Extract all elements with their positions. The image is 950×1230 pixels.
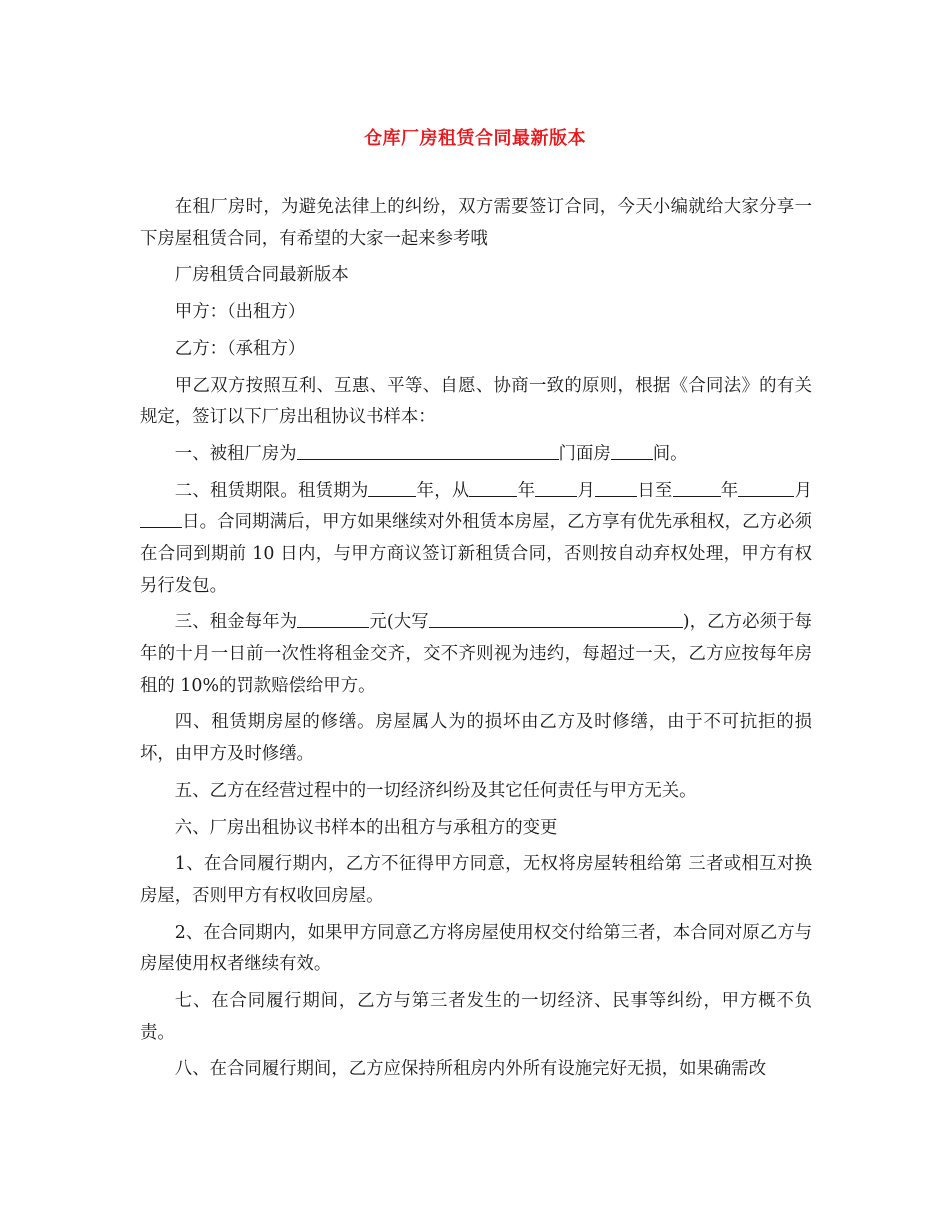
clause-2-text-c: 年 — [517, 480, 536, 501]
blank-field — [595, 478, 637, 496]
blank-field — [140, 510, 182, 528]
clause-2-text-a: 二、租赁期限。租赁期为 — [174, 480, 369, 501]
blank-field — [469, 478, 517, 496]
clause-8: 八、在合同履行期间，乙方应保持所租房内外所有设施完好无损，如果确需改 — [174, 1059, 767, 1080]
clause-2-text-d: 月 — [577, 480, 596, 501]
blank-field — [297, 610, 369, 628]
clause-2-text-f: 年 — [720, 480, 739, 501]
party-a-line: 甲方：（出租方） — [174, 302, 306, 323]
blank-field — [673, 478, 721, 496]
clause-7: 七、在合同履行期间，乙方与第三者发生的一切经济、民事等纠纷，甲方概不负责。 — [140, 991, 812, 1043]
clause-1 — [140, 439, 812, 471]
principle-paragraph: 甲乙双方按照互利、互惠、平等、自愿、协商一致的原则，根据《合同法》的有关规定，签订以下厂房出租协议书样本： — [140, 375, 812, 428]
clause-1-text-c: 间。 — [652, 444, 688, 465]
clause-2-text-g: 月 — [794, 480, 812, 501]
clause-4: 四、租赁期房屋的修缮。房屋属人为的损坏由乙方及时修缮，由于不可抗拒的损坏，由甲方及时修缮。 — [140, 712, 812, 764]
blank-field — [611, 442, 653, 460]
clause-3-text-c: )，乙方必须于每年的十月一日前一次性将租金交齐，交不齐则视为违约，每超过一天，乙方应按每年房租的 10%的罚款赔偿给甲方。 — [140, 612, 812, 696]
clause-3-text-a: 三、租金每年为 — [174, 612, 298, 633]
party-b-line: 乙方：（承租方） — [174, 338, 306, 359]
clause-2-text-h: 日。合同期满后，甲方如果继续对外租赁本房屋，乙方享有优先承租权，乙方必须在合同到期前 10 日内，与甲方商议签订新租赁合同，否则按自动弃权处理，甲方有权另行发包。 — [140, 512, 812, 596]
clause-6-item-1: 1、在合同履行期内，乙方不征得甲方同意，无权将房屋转租给第 三者或相互对换房屋，否则甲方有权收回房屋。 — [140, 854, 812, 906]
clause-2-text-b: 年，从 — [416, 480, 470, 501]
clause-2 — [140, 476, 812, 602]
blank-field — [368, 478, 416, 496]
blank-field — [297, 442, 559, 460]
clause-1-text-b: 门面房 — [558, 444, 611, 465]
blank-field — [429, 610, 683, 628]
clause-5: 五、乙方在经营过程中的一切经济纠纷及其它任何责任与甲方无关。 — [174, 780, 697, 801]
clause-6-item-2: 2、在合同期内，如果甲方同意乙方将房屋使用权交付给第三者，本合同对原乙方与房屋使用权者继续有效。 — [140, 922, 812, 975]
blank-field — [738, 478, 794, 496]
clause-3-text-b: 元(大写 — [369, 612, 429, 633]
clause-1-text-a: 一、被租厂房为 — [174, 444, 297, 465]
clause-2-text-e: 日至 — [637, 480, 673, 501]
clause-6: 六、厂房出租协议书样本的出租方与承租方的变更 — [174, 817, 558, 838]
blank-field — [535, 478, 577, 496]
subtitle-paragraph: 厂房租赁合同最新版本 — [174, 265, 349, 286]
document-title: 仓库厂房租赁合同最新版本 — [364, 128, 586, 149]
document-body — [140, 192, 812, 1091]
intro-paragraph: 在租厂房时，为避免法律上的纠纷，双方需要签订合同，今天小编就给大家分享一下房屋租赁合同，有希望的大家一起来参考哦 — [140, 197, 812, 249]
clause-3 — [140, 607, 812, 702]
